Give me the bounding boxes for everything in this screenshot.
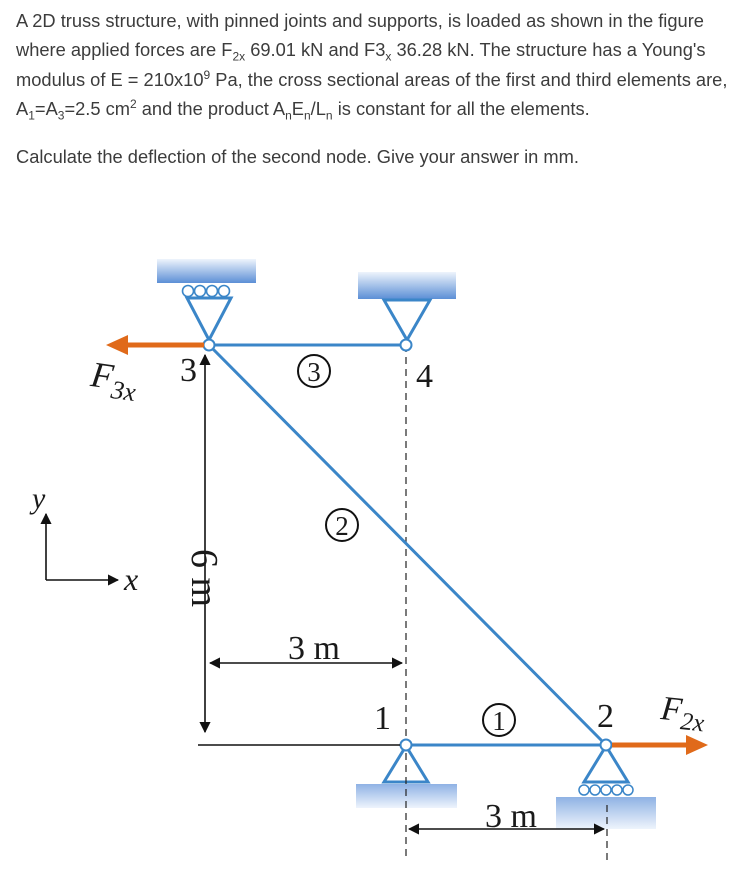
dimension-width-bottom-label: 3 m [485, 798, 537, 835]
node-label-4: 4 [416, 358, 433, 395]
support-node-3 [157, 259, 256, 340]
problem-statement: A 2D truss structure, with pinned joints and supports, is loaded as shown in the figure where applied forces are $F_{2x}$ 69.01 kN and $F3_x$ 36.28 kN. The structure has a Young's modulus of $E = 210x10^9$ Pa, the cross sectional areas of the first and third elements are, $A_1=A_3=2.5$ $cm^2$ and the product $A_nE_n/L_n$ is constant for all the elements. [16, 10, 728, 123]
support-node-2 [556, 746, 656, 829]
problem-question: Calculate the deflection of the second node. Give your answer in mm. [16, 145, 579, 167]
dimension-width-top-label: 3 m [288, 630, 340, 667]
svg-text:3: 3 [307, 357, 321, 387]
axis-x-label: x [124, 561, 139, 597]
element-2 [209, 345, 606, 745]
axis-y-label: y [32, 482, 46, 515]
coordinate-axes [29, 482, 138, 597]
node-label-2: 2 [597, 698, 614, 735]
joint-1 [401, 740, 412, 751]
element-label-1 [483, 704, 515, 736]
joint-4 [401, 340, 412, 351]
svg-text:1: 1 [492, 706, 506, 736]
joint-3 [204, 340, 215, 351]
node-label-1: 1 [374, 700, 391, 737]
element-label-3 [298, 355, 330, 387]
node-label-3: 3 [180, 352, 197, 389]
joint-2 [601, 740, 612, 751]
dimension-height-label: 6 m [183, 548, 225, 608]
support-node-4 [358, 272, 456, 340]
element-label-2 [326, 509, 358, 541]
force-f2x-label [657, 690, 707, 738]
force-f2x-arrow [612, 735, 708, 755]
svg-text:2: 2 [335, 511, 349, 541]
svg-text:F2x: $F_{2x}$ [659, 690, 706, 738]
force-f3x-label [87, 354, 141, 407]
svg-text:F3x: $F_{3x}$ [88, 354, 138, 408]
